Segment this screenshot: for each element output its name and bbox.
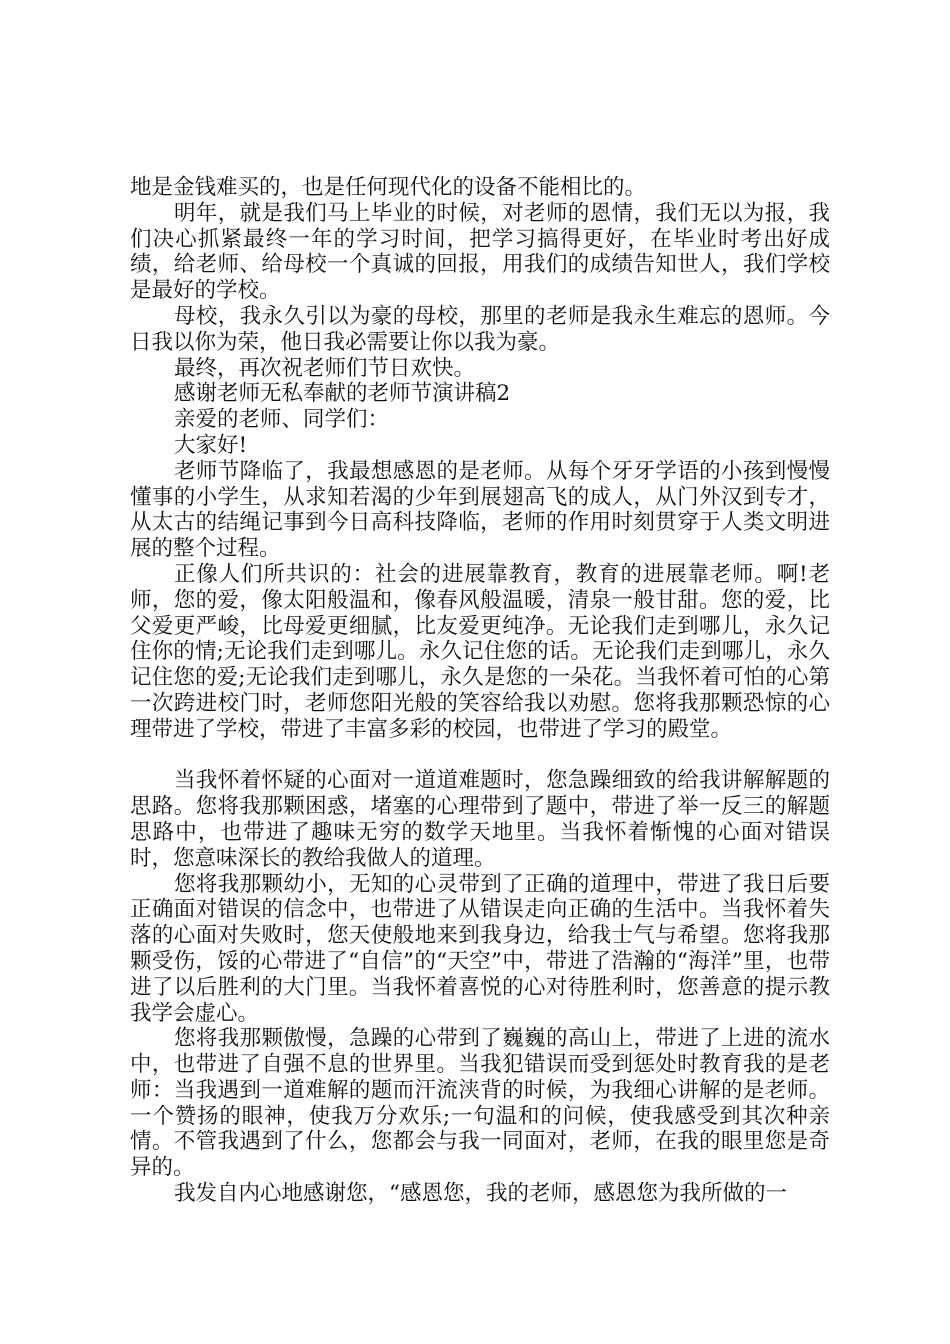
paragraph: 母校，我永久引以为豪的母校，那里的老师是我永生难忘的恩师。今日我以你为荣，他日我必需要让你以我为豪。	[130, 303, 830, 355]
greeting: 大家好!	[174, 432, 248, 458]
paragraph: 我发自内心地感谢您，“感恩您，我的老师，感恩您为我所做的一	[174, 1181, 787, 1207]
paragraph: 您将我那颗幼小，无知的心灵带到了正确的道理中，带进了我日后要正确面对错误的信念中，也带进了从错误走向正确的生活中。当我怀着失落的心面对失败时，您天使般地来到我身边，给我士气与希望。您将我那颗受伤，馁的心带进了“自信”的“天空”中，带进了浩瀚的“海洋”里，也带进了以后胜利的大门里。当我怀着喜悦的心对待胜利时，您善意的提示教我学会虚心。	[130, 871, 830, 1026]
paragraph-continuation: 地是金钱难买的，也是任何现代化的设备不能相比的。	[130, 175, 647, 200]
section-title: 感谢老师无私奉献的老师节演讲稿2	[174, 381, 511, 407]
paragraph: 老师节降临了，我最想感恩的是老师。从每个牙牙学语的小孩到慢慢懂事的小学生，从求知若渴的少年到展翅高飞的成人，从门外汉到专才，从太古的结绳记事到今日高科技降临，老师的作用时刻贯穿于人类文明进展的整个过程。	[130, 458, 830, 562]
paragraph: 最终，再次祝老师们节日欢快。	[174, 355, 476, 381]
paragraph: 正像人们所共识的：社会的进展靠教育，教育的进展靠老师。啊!老师，您的爱，像太阳般温和，像春风般温暖，清泉一般甘甜。您的爱，比父爱更严峻，比母爱更细腻，比友爱更纯净。无论我们走到哪儿，永久记住你的情;无论我们走到哪儿。永久记住您的话。无论我们走到哪儿，永久记住您的爱;无论我们走到哪儿，永久是您的一朵花。当我怀着可怕的心第一次跨进校门时，老师您阳光般的笑容给我以劝慰。您将我那颗恐惊的心理带进了学校，带进了丰富多彩的校园，也带进了学习的殿堂。	[130, 561, 830, 742]
paragraph: 当我怀着怀疑的心面对一道道难题时，您急躁细致的给我讲解解题的思路。您将我那颗困惑，堵塞的心理带到了题中，带进了举一反三的解题思路中，也带进了趣味无穷的数学天地里。当我怀着惭愧的心面对错误时，您意味深长的教给我做人的道理。	[130, 768, 830, 871]
salutation: 亲爱的老师、同学们：	[174, 407, 390, 433]
paragraph: 您将我那颗傲慢，急躁的心带到了巍巍的高山上，带进了上进的流水中，也带进了自强不息的世界里。当我犯错误而受到惩处时教育我的是老师：当我遇到一道难解的题而汗流浃背的时候，为我细心讲解的是老师。一个赞扬的眼神，使我万分欢乐;一句温和的问候，使我感受到其次种亲情。不管我遇到了什么，您都会与我一同面对，老师，在我的眼里您是奇异的。	[130, 1026, 830, 1181]
document-body	[130, 175, 830, 1207]
paragraph: 明年，就是我们马上毕业的时候，对老师的恩情，我们无以为报，我们决心抓紧最终一年的学习时间，把学习搞得更好，在毕业时考出好成绩，给老师、给母校一个真诚的回报，用我们的成绩告知世人，我们学校是最好的学校。	[130, 200, 830, 304]
